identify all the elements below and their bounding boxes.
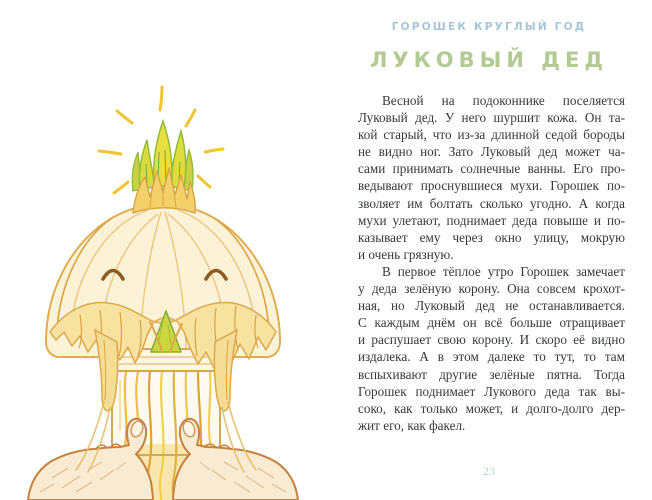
text-line: С каждым днём он всё больше отращивает bbox=[358, 315, 625, 331]
text-line: и очень грязную. bbox=[358, 246, 454, 262]
left-hand bbox=[28, 419, 153, 500]
chapter-title: ЛУКОВЫЙ ДЕД bbox=[369, 48, 609, 72]
text-line: ведывают проснувшиеся мухи. Горошек по- bbox=[358, 178, 625, 194]
text-line: Горошек поднимает Лукового деда так вы- bbox=[358, 383, 625, 399]
page-right bbox=[326, 0, 652, 500]
text-line: издалека. А в этом далеке то тут, то там bbox=[358, 349, 625, 365]
text-line: зволяет им болтать сколько угодно. А когда bbox=[358, 195, 625, 211]
text-line: и распушает свою корону. И скоро её видно bbox=[358, 332, 625, 348]
text-line: казывает ему через окно улицу, мокрую bbox=[358, 229, 625, 245]
text-line: жит его, как факел. bbox=[358, 417, 466, 433]
text-line: соко, как только может, и долго-долго дер- bbox=[358, 400, 625, 416]
text-line: сами принимать солнечные ванны. Его про- bbox=[358, 161, 625, 177]
running-header: ГОРОШЕК КРУГЛЫЙ ГОД bbox=[391, 21, 587, 33]
text-line: Луковый дед. У него шуршит кожа. Он та- bbox=[358, 110, 625, 126]
text-line: не видно ног. Зато Луковый дед может ча- bbox=[358, 144, 625, 160]
text-line: мухи улетают, поднимает деда повыше и по- bbox=[358, 212, 625, 228]
text-line: В первое тёплое утро Горошек замечает bbox=[382, 263, 625, 279]
page-number: 23 bbox=[483, 464, 495, 478]
sprout-crown bbox=[132, 121, 193, 191]
text-line: кой старый, что из-за длинной седой бороды bbox=[358, 127, 625, 143]
text-line: вспыхивают другие зелёные пятна. Тогда bbox=[358, 366, 625, 382]
text-line: ная, но Луковый дед не останавливается. bbox=[358, 298, 625, 314]
text-line: Весной на подоконнике поселяется bbox=[382, 93, 625, 108]
right-hand bbox=[173, 419, 298, 500]
story-text bbox=[358, 92, 625, 434]
text-line: у деда зелёную корону. Она совсем крохот- bbox=[358, 281, 625, 297]
